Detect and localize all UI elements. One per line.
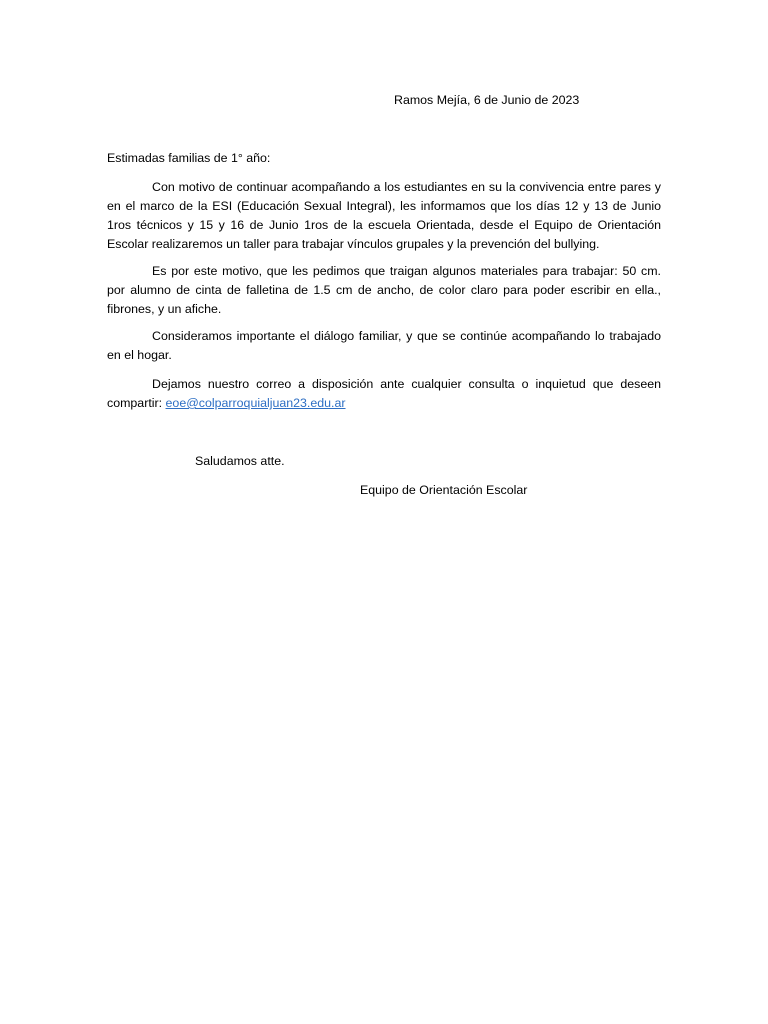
date-line: Ramos Mejía, 6 de Junio de 2023 [394,93,580,107]
paragraph-materials: Es por este motivo, que les pedimos que traigan algunos materiales para trabajar: 50 cm. por alumno de cinta de falletina de 1.5 cm de ancho, de color claro para poder escribir en ella., fibrones, y un afiche. [107,264,661,316]
paragraph-family-dialogue: Consideramos importante el diálogo familiar, y que se continúe acompañando lo trabajado en el hogar. [107,329,661,362]
email-link[interactable]: eoe@colparroquialjuan23.edu.ar [165,396,346,410]
contact-text: Dejamos nuestro correo a disposición ante cualquier consulta o inquietud que deseen compartir: [107,377,661,410]
paragraph-workshop-info: Con motivo de continuar acompañando a los estudiantes en su la convivencia entre pares y en el marco de la ESI (Educación Sexual Integral), les informamos que los días 12 y 13 de Junio 1ros técnicos y 15 y 16 de Junio 1ros de la escuela Orientada, desde el Equipo de Orientación Escolar realizaremos un taller para trabajar vínculos grupales y la prevención del bullying. [107,180,661,251]
signature: Equipo de Orientación Escolar [360,483,528,497]
closing-salutation: Saludamos atte. [195,454,285,468]
greeting: Estimadas familias de 1° año: [107,151,271,165]
paragraph-contact [107,375,661,413]
